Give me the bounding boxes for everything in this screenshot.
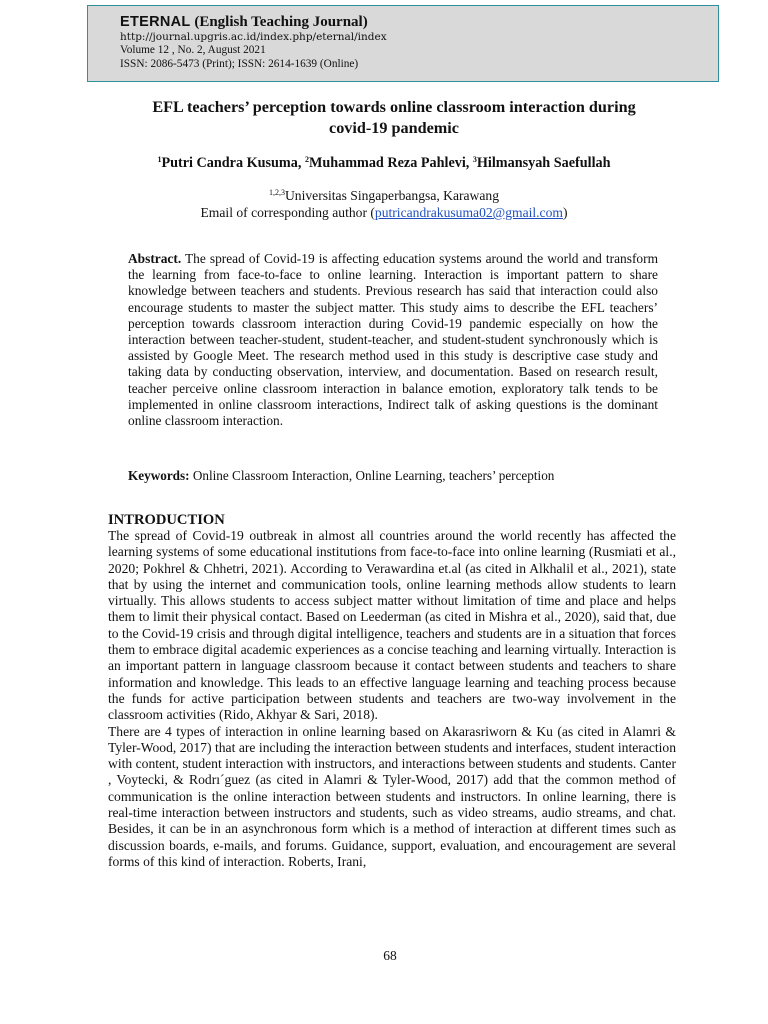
affiliation-block [60,187,708,221]
page-number: 68 [383,948,397,963]
journal-url[interactable]: http://journal.upgris.ac.id/index.php/eternal/index [120,31,387,43]
intro-paragraph-1: The spread of Covid-19 outbreak in almost all countries around the world recently has affected the learning systems of some educational institutions from face-to-face into online learning (Rusmiati et al., 2020; Pokhrel & Chhetri, 2021). According to Verawardina et.al (as cited in Alkhalil et al., 2021), state that by using the internet and communication tools, online learning methods allow students to learn virtually. This allows students to access subject matter without limitation of time and place and helps them to limit their physical contact. Based on Leederman (as cited in Mishra et al., 2020), said that, due to the Covid-19 crisis and through digital intelligence, teachers and students are in a situation that forces them to embrace digital academic experiences as a concise teaching and learning virtually. Interaction is an important pattern in language classroom because it contact between students and teachers to share information and knowledge. This leads to an effective language learning and teaching process because the funds for active participation between students and teachers are two-way involvement in the classroom activities (Rido, Akhyar & Sari, 2018). [108,528,676,723]
affiliation-institution: Universitas Singaperbangsa, Karawang [284,188,500,203]
keywords-label: Keywords: [128,468,190,483]
introduction-body [108,528,676,870]
keywords [128,467,668,484]
affiliation-sup: 1,2,3 [268,188,285,197]
author-2-name: Muhammad Reza Pahlevi, [308,155,473,171]
abstract [128,251,658,429]
keywords-text: Online Classroom Interaction, Online Learning, teachers’ perception [189,468,555,483]
affiliation-line [60,187,708,204]
journal-header-box [87,5,719,82]
corresponding-email-line [60,204,708,221]
corresponding-email-link[interactable]: putricandrakusuma02@gmail.com [374,205,563,220]
journal-brand: ETERNAL [120,14,191,30]
abstract-label: Abstract. [128,251,182,266]
email-prefix: Email of corresponding author ( [200,205,375,220]
email-suffix: ) [562,205,568,220]
author-2-sup: 2 [304,155,309,164]
author-3-name: Hilmansyah Saefullah [476,155,611,171]
paper-title-line1: EFL teachers’ perception towards online classroom interaction during [152,98,636,116]
author-3-sup: 3 [472,155,477,164]
section-heading-introduction: INTRODUCTION [108,512,225,528]
journal-subtitle: (English Teaching Journal) [194,14,368,30]
journal-title [120,13,718,31]
intro-paragraph-2: There are 4 types of interaction in online learning based on Akarasriworn & Ku (as cited in Alamri & Tyler-Wood, 2017) that are including the interaction between students and interfaces, student interaction with content, student interaction with instructors, and interactions between students and students. Canter , Voytecki, & Rodrı´guez (as cited in Alamri & Tyler-Wood, 2017) add that the common method of communication is the online interaction between students and instructors. In online learning, there is real-time interaction between instructors and students, such as video streams, audio streams, and chat. Besides, it can be in an asynchronous form which is a method of interaction at different times such as discussion boards, e-mails, and forums. Guidance, support, evaluation, and encouragement are several forms of this kind of interaction. Roberts, Irani, [108,723,676,869]
author-list [60,155,708,172]
author-1-name: Putri Candra Kusuma, [161,155,305,171]
paper-title [100,97,688,139]
abstract-text: The spread of Covid-19 is affecting education systems around the world and transform the learning from face-to-face to online learning. Interaction is important pattern to share knowledge between teachers and students. Previous research has said that interaction could also encourage students to master the subject matter. This study aims to describe the EFL teachers’ perception towards classroom interaction during Covid-19 pandemic especially on how the interaction between teacher-student, student-teacher, and student-student synchronously which is assisted by Google Meet. The research method used in this study is descriptive case study and taking data by conducting observation, interview, and documentation. Based on research result, teacher perceive online classroom interaction in balance emotion, exploratory talk tends to be implemented in online classroom interactions, Indirect talk of asking questions is the dominant online classroom interaction. [128,251,658,429]
journal-issn: ISSN: 2086-5473 (Print); ISSN: 2614-1639 (Online) [120,57,359,70]
journal-volume: Volume 12 , No. 2, August 2021 [120,44,266,57]
author-1-sup: 1 [157,155,162,164]
paper-title-line2: covid-19 pandemic [329,119,459,137]
